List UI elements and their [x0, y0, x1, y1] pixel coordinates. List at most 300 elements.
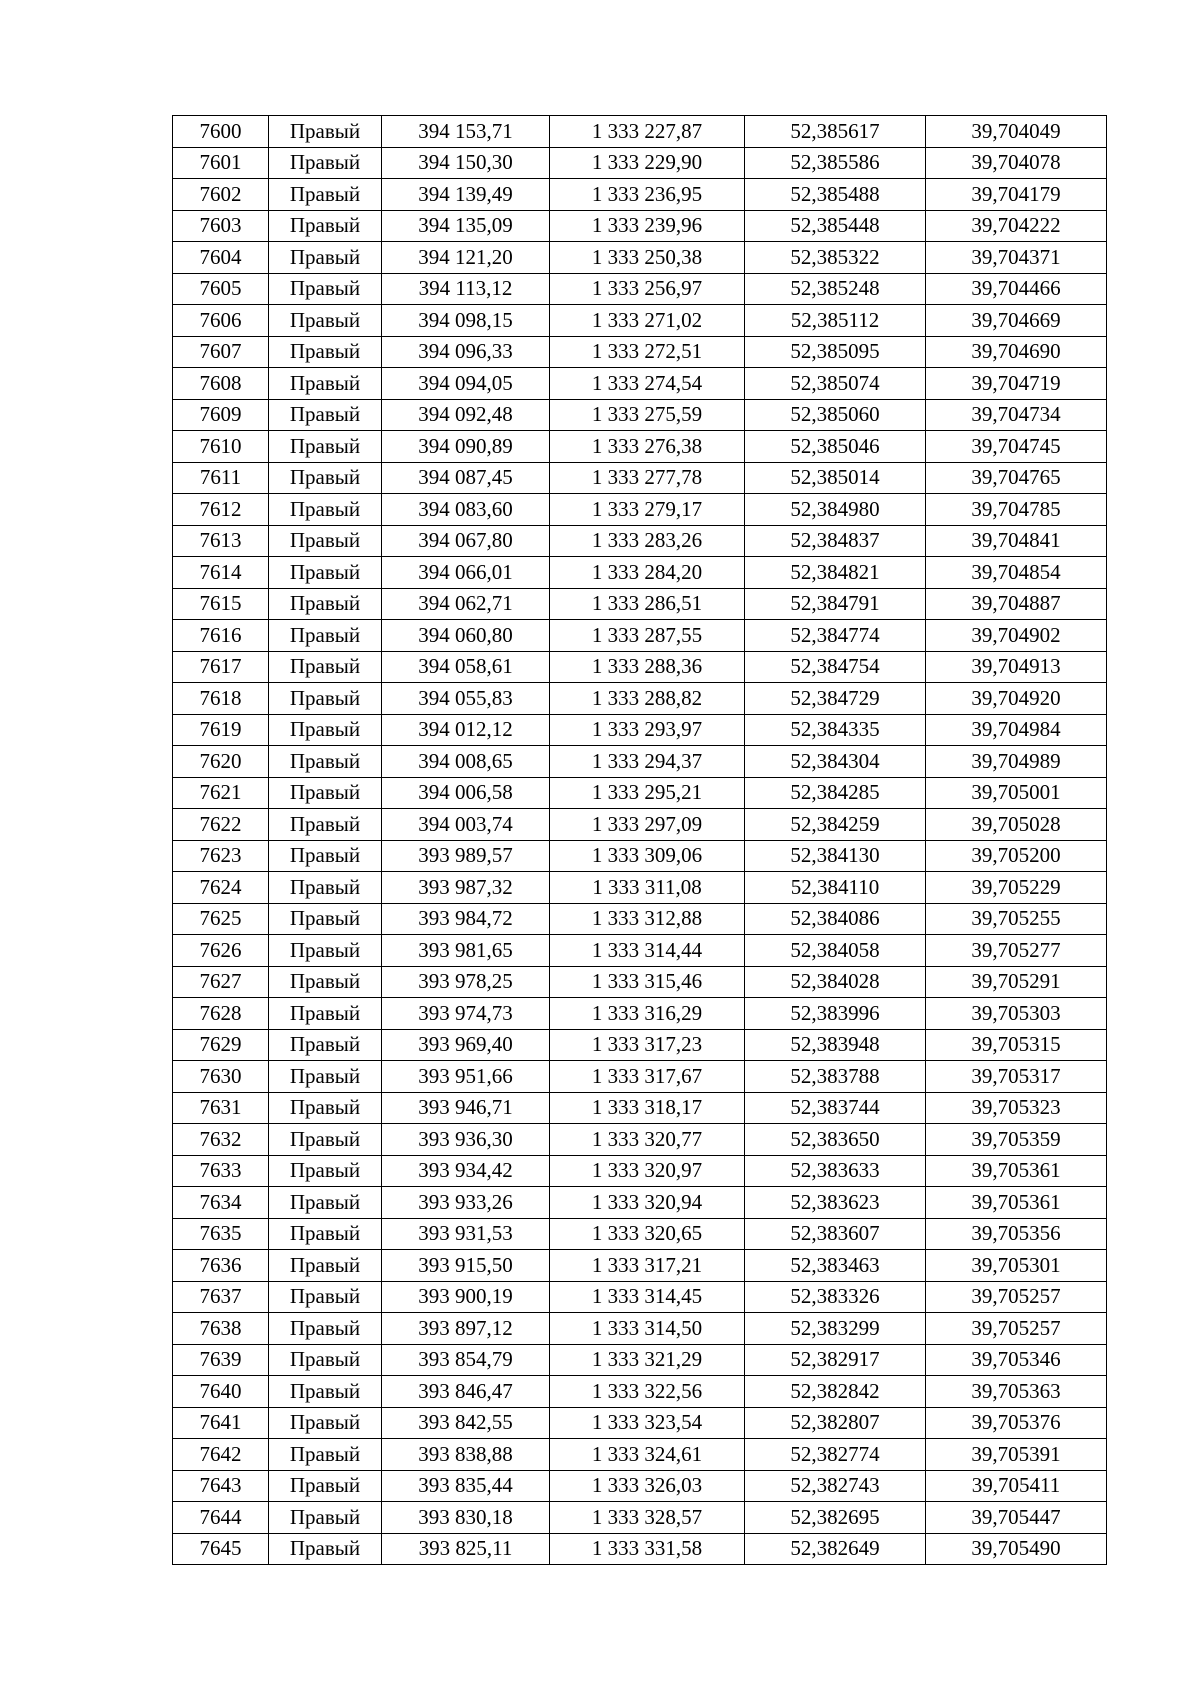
- table-row: [173, 1155, 1107, 1187]
- table-row: [173, 1502, 1107, 1534]
- side-cell: Правый: [269, 683, 382, 715]
- latitude-cell: 52,382743: [745, 1470, 926, 1502]
- side-cell: Правый: [269, 1376, 382, 1408]
- x-coordinate-cell: 394 113,12: [382, 273, 550, 305]
- table-row: [173, 1029, 1107, 1061]
- table-row: [173, 935, 1107, 967]
- side-cell: Правый: [269, 651, 382, 683]
- x-coordinate-cell: 393 897,12: [382, 1313, 550, 1345]
- latitude-cell: 52,382649: [745, 1533, 926, 1565]
- latitude-cell: 52,385248: [745, 273, 926, 305]
- point-number-cell: 7611: [173, 462, 269, 494]
- table-row: [173, 998, 1107, 1030]
- side-cell: Правый: [269, 1344, 382, 1376]
- longitude-cell: 39,704466: [926, 273, 1107, 305]
- y-coordinate-cell: 1 333 250,38: [550, 242, 745, 274]
- x-coordinate-cell: 394 098,15: [382, 305, 550, 337]
- longitude-cell: 39,704913: [926, 651, 1107, 683]
- point-number-cell: 7625: [173, 903, 269, 935]
- latitude-cell: 52,383788: [745, 1061, 926, 1093]
- y-coordinate-cell: 1 333 314,44: [550, 935, 745, 967]
- point-number-cell: 7614: [173, 557, 269, 589]
- point-number-cell: 7622: [173, 809, 269, 841]
- side-cell: Правый: [269, 872, 382, 904]
- latitude-cell: 52,382695: [745, 1502, 926, 1534]
- longitude-cell: 39,704854: [926, 557, 1107, 589]
- longitude-cell: 39,704887: [926, 588, 1107, 620]
- x-coordinate-cell: 393 978,25: [382, 966, 550, 998]
- table-row: [173, 210, 1107, 242]
- longitude-cell: 39,704078: [926, 147, 1107, 179]
- point-number-cell: 7628: [173, 998, 269, 1030]
- table-row: [173, 809, 1107, 841]
- latitude-cell: 52,383299: [745, 1313, 926, 1345]
- longitude-cell: 39,704734: [926, 399, 1107, 431]
- side-cell: Правый: [269, 809, 382, 841]
- latitude-cell: 52,383623: [745, 1187, 926, 1219]
- table-row: [173, 305, 1107, 337]
- point-number-cell: 7636: [173, 1250, 269, 1282]
- y-coordinate-cell: 1 333 315,46: [550, 966, 745, 998]
- latitude-cell: 52,385112: [745, 305, 926, 337]
- longitude-cell: 39,704222: [926, 210, 1107, 242]
- latitude-cell: 52,383948: [745, 1029, 926, 1061]
- table-row: [173, 336, 1107, 368]
- point-number-cell: 7601: [173, 147, 269, 179]
- x-coordinate-cell: 393 946,71: [382, 1092, 550, 1124]
- point-number-cell: 7633: [173, 1155, 269, 1187]
- table-row: [173, 651, 1107, 683]
- longitude-cell: 39,705490: [926, 1533, 1107, 1565]
- longitude-cell: 39,705323: [926, 1092, 1107, 1124]
- y-coordinate-cell: 1 333 317,67: [550, 1061, 745, 1093]
- latitude-cell: 52,385617: [745, 116, 926, 148]
- longitude-cell: 39,705391: [926, 1439, 1107, 1471]
- y-coordinate-cell: 1 333 317,21: [550, 1250, 745, 1282]
- longitude-cell: 39,705257: [926, 1281, 1107, 1313]
- x-coordinate-cell: 394 066,01: [382, 557, 550, 589]
- x-coordinate-cell: 393 984,72: [382, 903, 550, 935]
- latitude-cell: 52,384821: [745, 557, 926, 589]
- y-coordinate-cell: 1 333 316,29: [550, 998, 745, 1030]
- point-number-cell: 7645: [173, 1533, 269, 1565]
- table-row: [173, 431, 1107, 463]
- latitude-cell: 52,384130: [745, 840, 926, 872]
- y-coordinate-cell: 1 333 328,57: [550, 1502, 745, 1534]
- latitude-cell: 52,384791: [745, 588, 926, 620]
- side-cell: Правый: [269, 242, 382, 274]
- x-coordinate-cell: 393 838,88: [382, 1439, 550, 1471]
- latitude-cell: 52,384754: [745, 651, 926, 683]
- longitude-cell: 39,704049: [926, 116, 1107, 148]
- longitude-cell: 39,705359: [926, 1124, 1107, 1156]
- latitude-cell: 52,384110: [745, 872, 926, 904]
- side-cell: Правый: [269, 210, 382, 242]
- point-number-cell: 7643: [173, 1470, 269, 1502]
- table-row: [173, 588, 1107, 620]
- table-row: [173, 462, 1107, 494]
- y-coordinate-cell: 1 333 320,94: [550, 1187, 745, 1219]
- point-number-cell: 7630: [173, 1061, 269, 1093]
- point-number-cell: 7608: [173, 368, 269, 400]
- longitude-cell: 39,704669: [926, 305, 1107, 337]
- x-coordinate-cell: 394 153,71: [382, 116, 550, 148]
- point-number-cell: 7612: [173, 494, 269, 526]
- y-coordinate-cell: 1 333 320,77: [550, 1124, 745, 1156]
- y-coordinate-cell: 1 333 293,97: [550, 714, 745, 746]
- table-row: [173, 966, 1107, 998]
- point-number-cell: 7642: [173, 1439, 269, 1471]
- x-coordinate-cell: 393 830,18: [382, 1502, 550, 1534]
- latitude-cell: 52,384028: [745, 966, 926, 998]
- side-cell: Правый: [269, 179, 382, 211]
- x-coordinate-cell: 394 139,49: [382, 179, 550, 211]
- table-row: [173, 1407, 1107, 1439]
- latitude-cell: 52,385060: [745, 399, 926, 431]
- x-coordinate-cell: 393 825,11: [382, 1533, 550, 1565]
- table-row: [173, 116, 1107, 148]
- y-coordinate-cell: 1 333 286,51: [550, 588, 745, 620]
- point-number-cell: 7641: [173, 1407, 269, 1439]
- x-coordinate-cell: 394 008,65: [382, 746, 550, 778]
- table-row: [173, 1313, 1107, 1345]
- point-number-cell: 7609: [173, 399, 269, 431]
- longitude-cell: 39,705376: [926, 1407, 1107, 1439]
- longitude-cell: 39,705229: [926, 872, 1107, 904]
- y-coordinate-cell: 1 333 312,88: [550, 903, 745, 935]
- latitude-cell: 52,384285: [745, 777, 926, 809]
- side-cell: Правый: [269, 1155, 382, 1187]
- x-coordinate-cell: 394 135,09: [382, 210, 550, 242]
- point-number-cell: 7623: [173, 840, 269, 872]
- coordinates-table-body: [173, 116, 1107, 1565]
- point-number-cell: 7607: [173, 336, 269, 368]
- side-cell: Правый: [269, 336, 382, 368]
- y-coordinate-cell: 1 333 256,97: [550, 273, 745, 305]
- table-row: [173, 1439, 1107, 1471]
- x-coordinate-cell: 394 012,12: [382, 714, 550, 746]
- y-coordinate-cell: 1 333 272,51: [550, 336, 745, 368]
- x-coordinate-cell: 393 931,53: [382, 1218, 550, 1250]
- latitude-cell: 52,382774: [745, 1439, 926, 1471]
- x-coordinate-cell: 393 933,26: [382, 1187, 550, 1219]
- table-row: [173, 399, 1107, 431]
- side-cell: Правый: [269, 1061, 382, 1093]
- point-number-cell: 7627: [173, 966, 269, 998]
- x-coordinate-cell: 393 969,40: [382, 1029, 550, 1061]
- point-number-cell: 7631: [173, 1092, 269, 1124]
- table-row: [173, 242, 1107, 274]
- y-coordinate-cell: 1 333 288,82: [550, 683, 745, 715]
- y-coordinate-cell: 1 333 277,78: [550, 462, 745, 494]
- y-coordinate-cell: 1 333 320,65: [550, 1218, 745, 1250]
- side-cell: Правый: [269, 368, 382, 400]
- y-coordinate-cell: 1 333 297,09: [550, 809, 745, 841]
- side-cell: Правый: [269, 399, 382, 431]
- x-coordinate-cell: 394 083,60: [382, 494, 550, 526]
- x-coordinate-cell: 394 090,89: [382, 431, 550, 463]
- longitude-cell: 39,704785: [926, 494, 1107, 526]
- latitude-cell: 52,384086: [745, 903, 926, 935]
- point-number-cell: 7605: [173, 273, 269, 305]
- side-cell: Правый: [269, 273, 382, 305]
- side-cell: Правый: [269, 998, 382, 1030]
- y-coordinate-cell: 1 333 275,59: [550, 399, 745, 431]
- table-row: [173, 1250, 1107, 1282]
- x-coordinate-cell: 393 974,73: [382, 998, 550, 1030]
- table-row: [173, 746, 1107, 778]
- latitude-cell: 52,384304: [745, 746, 926, 778]
- longitude-cell: 39,704902: [926, 620, 1107, 652]
- latitude-cell: 52,383607: [745, 1218, 926, 1250]
- point-number-cell: 7629: [173, 1029, 269, 1061]
- longitude-cell: 39,705447: [926, 1502, 1107, 1534]
- point-number-cell: 7619: [173, 714, 269, 746]
- y-coordinate-cell: 1 333 314,50: [550, 1313, 745, 1345]
- table-row: [173, 1344, 1107, 1376]
- point-number-cell: 7610: [173, 431, 269, 463]
- y-coordinate-cell: 1 333 323,54: [550, 1407, 745, 1439]
- point-number-cell: 7620: [173, 746, 269, 778]
- side-cell: Правый: [269, 1313, 382, 1345]
- latitude-cell: 52,384729: [745, 683, 926, 715]
- longitude-cell: 39,705301: [926, 1250, 1107, 1282]
- point-number-cell: 7621: [173, 777, 269, 809]
- point-number-cell: 7634: [173, 1187, 269, 1219]
- point-number-cell: 7644: [173, 1502, 269, 1534]
- table-row: [173, 1533, 1107, 1565]
- x-coordinate-cell: 394 060,80: [382, 620, 550, 652]
- x-coordinate-cell: 393 951,66: [382, 1061, 550, 1093]
- y-coordinate-cell: 1 333 236,95: [550, 179, 745, 211]
- latitude-cell: 52,385046: [745, 431, 926, 463]
- y-coordinate-cell: 1 333 311,08: [550, 872, 745, 904]
- side-cell: Правый: [269, 305, 382, 337]
- side-cell: Правый: [269, 1029, 382, 1061]
- x-coordinate-cell: 394 058,61: [382, 651, 550, 683]
- point-number-cell: 7638: [173, 1313, 269, 1345]
- side-cell: Правый: [269, 557, 382, 589]
- y-coordinate-cell: 1 333 279,17: [550, 494, 745, 526]
- table-row: [173, 1470, 1107, 1502]
- y-coordinate-cell: 1 333 321,29: [550, 1344, 745, 1376]
- point-number-cell: 7640: [173, 1376, 269, 1408]
- longitude-cell: 39,705255: [926, 903, 1107, 935]
- side-cell: Правый: [269, 966, 382, 998]
- table-row: [173, 1061, 1107, 1093]
- table-row: [173, 147, 1107, 179]
- table-row: [173, 840, 1107, 872]
- side-cell: Правый: [269, 1502, 382, 1534]
- side-cell: Правый: [269, 494, 382, 526]
- coordinates-table: [172, 115, 1107, 1565]
- latitude-cell: 52,385488: [745, 179, 926, 211]
- x-coordinate-cell: 394 092,48: [382, 399, 550, 431]
- y-coordinate-cell: 1 333 295,21: [550, 777, 745, 809]
- point-number-cell: 7604: [173, 242, 269, 274]
- side-cell: Правый: [269, 1092, 382, 1124]
- x-coordinate-cell: 394 003,74: [382, 809, 550, 841]
- table-row: [173, 368, 1107, 400]
- side-cell: Правый: [269, 431, 382, 463]
- side-cell: Правый: [269, 746, 382, 778]
- longitude-cell: 39,704690: [926, 336, 1107, 368]
- table-row: [173, 525, 1107, 557]
- x-coordinate-cell: 393 915,50: [382, 1250, 550, 1282]
- longitude-cell: 39,705277: [926, 935, 1107, 967]
- side-cell: Правый: [269, 1533, 382, 1565]
- longitude-cell: 39,704745: [926, 431, 1107, 463]
- longitude-cell: 39,705303: [926, 998, 1107, 1030]
- table-row: [173, 1124, 1107, 1156]
- x-coordinate-cell: 394 006,58: [382, 777, 550, 809]
- longitude-cell: 39,704841: [926, 525, 1107, 557]
- y-coordinate-cell: 1 333 294,37: [550, 746, 745, 778]
- x-coordinate-cell: 393 900,19: [382, 1281, 550, 1313]
- longitude-cell: 39,704989: [926, 746, 1107, 778]
- table-row: [173, 1092, 1107, 1124]
- latitude-cell: 52,385074: [745, 368, 926, 400]
- table-row: [173, 683, 1107, 715]
- x-coordinate-cell: 394 150,30: [382, 147, 550, 179]
- point-number-cell: 7626: [173, 935, 269, 967]
- y-coordinate-cell: 1 333 276,38: [550, 431, 745, 463]
- y-coordinate-cell: 1 333 284,20: [550, 557, 745, 589]
- x-coordinate-cell: 394 096,33: [382, 336, 550, 368]
- table-row: [173, 620, 1107, 652]
- latitude-cell: 52,383463: [745, 1250, 926, 1282]
- table-row: [173, 557, 1107, 589]
- point-number-cell: 7603: [173, 210, 269, 242]
- x-coordinate-cell: 393 989,57: [382, 840, 550, 872]
- longitude-cell: 39,704719: [926, 368, 1107, 400]
- y-coordinate-cell: 1 333 227,87: [550, 116, 745, 148]
- y-coordinate-cell: 1 333 287,55: [550, 620, 745, 652]
- latitude-cell: 52,385448: [745, 210, 926, 242]
- table-row: [173, 494, 1107, 526]
- latitude-cell: 52,384058: [745, 935, 926, 967]
- longitude-cell: 39,705315: [926, 1029, 1107, 1061]
- longitude-cell: 39,704765: [926, 462, 1107, 494]
- point-number-cell: 7624: [173, 872, 269, 904]
- x-coordinate-cell: 393 934,42: [382, 1155, 550, 1187]
- latitude-cell: 52,382842: [745, 1376, 926, 1408]
- point-number-cell: 7615: [173, 588, 269, 620]
- x-coordinate-cell: 393 842,55: [382, 1407, 550, 1439]
- table-row: [173, 903, 1107, 935]
- longitude-cell: 39,705411: [926, 1470, 1107, 1502]
- side-cell: Правый: [269, 1407, 382, 1439]
- side-cell: Правый: [269, 620, 382, 652]
- longitude-cell: 39,705291: [926, 966, 1107, 998]
- side-cell: Правый: [269, 1124, 382, 1156]
- side-cell: Правый: [269, 903, 382, 935]
- side-cell: Правый: [269, 935, 382, 967]
- y-coordinate-cell: 1 333 274,54: [550, 368, 745, 400]
- longitude-cell: 39,705001: [926, 777, 1107, 809]
- point-number-cell: 7637: [173, 1281, 269, 1313]
- latitude-cell: 52,384837: [745, 525, 926, 557]
- longitude-cell: 39,705028: [926, 809, 1107, 841]
- y-coordinate-cell: 1 333 320,97: [550, 1155, 745, 1187]
- side-cell: Правый: [269, 462, 382, 494]
- side-cell: Правый: [269, 1250, 382, 1282]
- longitude-cell: 39,705361: [926, 1187, 1107, 1219]
- longitude-cell: 39,705363: [926, 1376, 1107, 1408]
- latitude-cell: 52,383650: [745, 1124, 926, 1156]
- side-cell: Правый: [269, 147, 382, 179]
- latitude-cell: 52,385095: [745, 336, 926, 368]
- longitude-cell: 39,704179: [926, 179, 1107, 211]
- latitude-cell: 52,382917: [745, 1344, 926, 1376]
- x-coordinate-cell: 394 121,20: [382, 242, 550, 274]
- point-number-cell: 7602: [173, 179, 269, 211]
- y-coordinate-cell: 1 333 309,06: [550, 840, 745, 872]
- table-row: [173, 872, 1107, 904]
- latitude-cell: 52,383326: [745, 1281, 926, 1313]
- point-number-cell: 7616: [173, 620, 269, 652]
- longitude-cell: 39,705346: [926, 1344, 1107, 1376]
- x-coordinate-cell: 394 067,80: [382, 525, 550, 557]
- latitude-cell: 52,382807: [745, 1407, 926, 1439]
- y-coordinate-cell: 1 333 317,23: [550, 1029, 745, 1061]
- longitude-cell: 39,704920: [926, 683, 1107, 715]
- point-number-cell: 7600: [173, 116, 269, 148]
- latitude-cell: 52,383633: [745, 1155, 926, 1187]
- table-row: [173, 714, 1107, 746]
- y-coordinate-cell: 1 333 324,61: [550, 1439, 745, 1471]
- table-row: [173, 1376, 1107, 1408]
- side-cell: Правый: [269, 588, 382, 620]
- y-coordinate-cell: 1 333 331,58: [550, 1533, 745, 1565]
- side-cell: Правый: [269, 1439, 382, 1471]
- point-number-cell: 7613: [173, 525, 269, 557]
- point-number-cell: 7618: [173, 683, 269, 715]
- longitude-cell: 39,704984: [926, 714, 1107, 746]
- side-cell: Правый: [269, 840, 382, 872]
- x-coordinate-cell: 394 055,83: [382, 683, 550, 715]
- y-coordinate-cell: 1 333 314,45: [550, 1281, 745, 1313]
- table-row: [173, 777, 1107, 809]
- x-coordinate-cell: 393 854,79: [382, 1344, 550, 1376]
- table-row: [173, 1187, 1107, 1219]
- latitude-cell: 52,385586: [745, 147, 926, 179]
- y-coordinate-cell: 1 333 322,56: [550, 1376, 745, 1408]
- y-coordinate-cell: 1 333 283,26: [550, 525, 745, 557]
- side-cell: Правый: [269, 525, 382, 557]
- point-number-cell: 7632: [173, 1124, 269, 1156]
- latitude-cell: 52,385322: [745, 242, 926, 274]
- y-coordinate-cell: 1 333 326,03: [550, 1470, 745, 1502]
- x-coordinate-cell: 393 846,47: [382, 1376, 550, 1408]
- x-coordinate-cell: 393 936,30: [382, 1124, 550, 1156]
- side-cell: Правый: [269, 1218, 382, 1250]
- y-coordinate-cell: 1 333 318,17: [550, 1092, 745, 1124]
- point-number-cell: 7635: [173, 1218, 269, 1250]
- table-row: [173, 1281, 1107, 1313]
- longitude-cell: 39,705257: [926, 1313, 1107, 1345]
- longitude-cell: 39,704371: [926, 242, 1107, 274]
- side-cell: Правый: [269, 1187, 382, 1219]
- latitude-cell: 52,384259: [745, 809, 926, 841]
- longitude-cell: 39,705361: [926, 1155, 1107, 1187]
- longitude-cell: 39,705200: [926, 840, 1107, 872]
- side-cell: Правый: [269, 714, 382, 746]
- latitude-cell: 52,384335: [745, 714, 926, 746]
- x-coordinate-cell: 394 062,71: [382, 588, 550, 620]
- x-coordinate-cell: 393 987,32: [382, 872, 550, 904]
- side-cell: Правый: [269, 777, 382, 809]
